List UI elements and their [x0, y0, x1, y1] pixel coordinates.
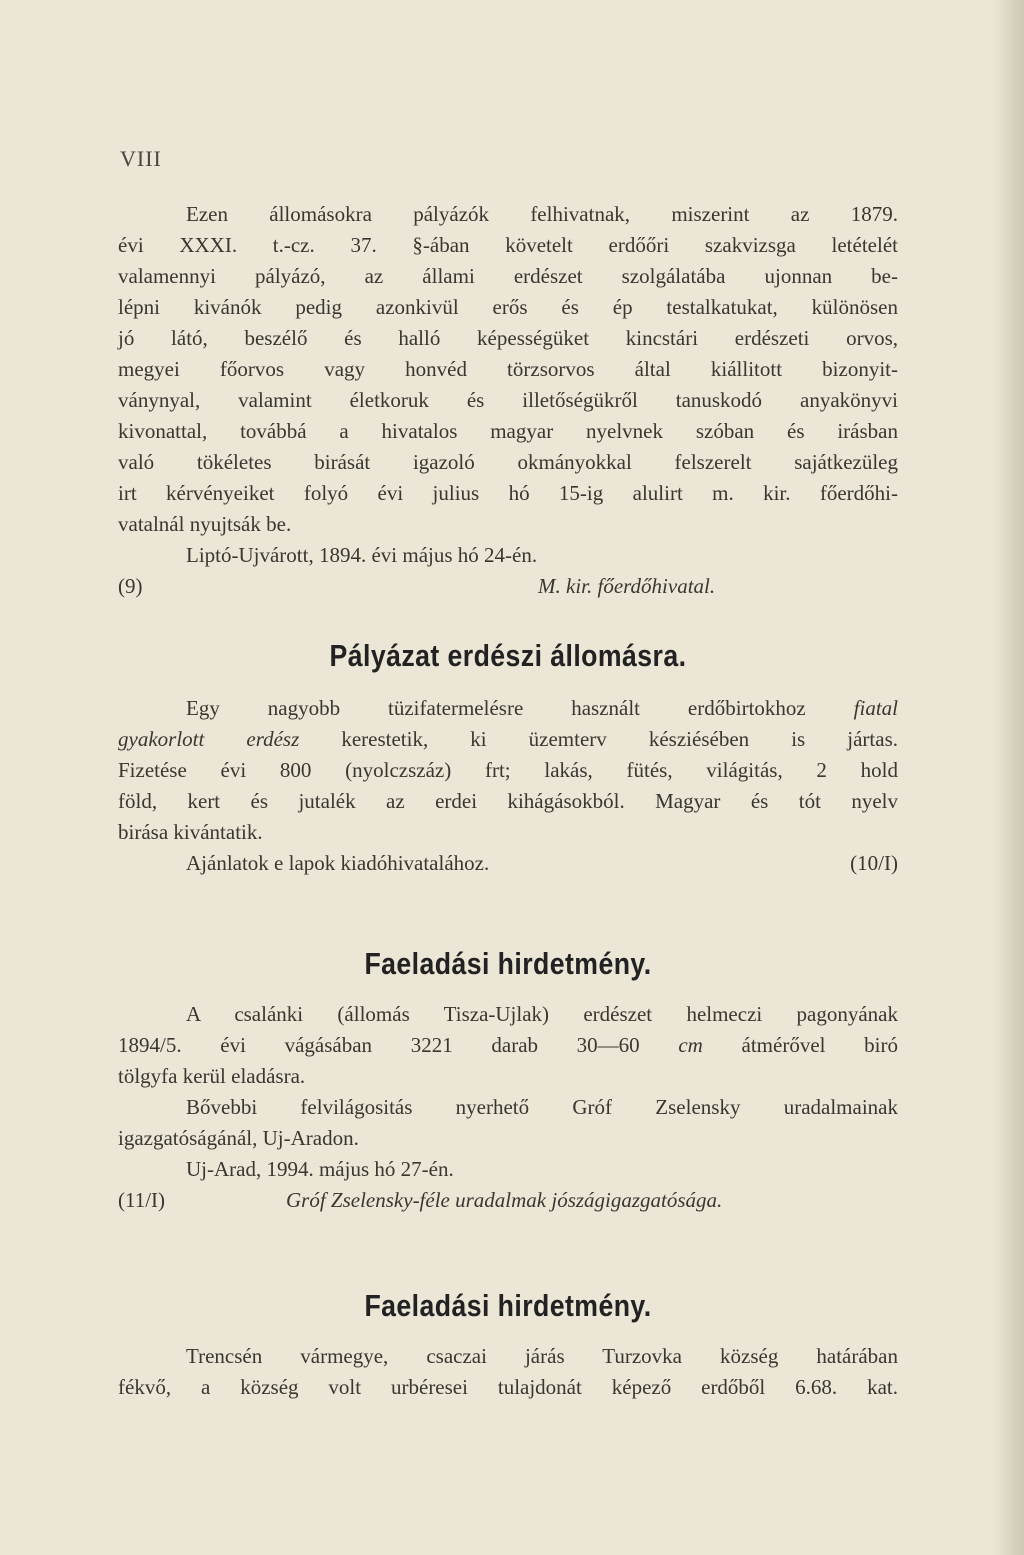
paragraph-line: föld, kert és jutalék az erdei kihágásokból. Magyar és tót nyelv: [118, 789, 898, 813]
signature: Gróf Zselensky-féle uradalmak jószágigazgatósága.: [286, 1188, 723, 1212]
reference-number: (11/I): [118, 1188, 166, 1212]
paragraph-line: tölgyfa kerül eladásra.: [118, 1064, 306, 1088]
offers-text: Ajánlatok e lapok kiadóhivatalához.: [186, 851, 490, 875]
paragraph-line: ványnyal, valamint életkoruk és illetőségükről tanuskodó anyakönyvi: [118, 388, 898, 412]
paragraph-line: kivonattal, továbbá a hivatalos magyar nyelvnek szóban és irásban: [118, 419, 898, 443]
paragraph-line: évi XXXI. t.-cz. 37. §-ában követelt erdőőri szakvizsga letételét: [118, 233, 898, 257]
signature: M. kir. főerdőhivatal.: [538, 574, 716, 598]
paragraph-line: gyakorlott erdész kerestetik, ki üzemterv késziésében is jártas.: [118, 727, 898, 751]
signature-row: [118, 1186, 898, 1214]
reference-number: (10/I): [850, 851, 898, 875]
signature-row: [118, 572, 898, 600]
section-heading: Pályázat erdészi állomásra.: [329, 638, 687, 673]
section-heading: Faeladási hirdetmény.: [364, 1288, 652, 1323]
paragraph-line: megyei főorvos vagy honvéd törzsorvos által kiállitott bizonyit-: [118, 357, 898, 381]
paragraph-line: lépni kivánók pedig azonkivül erős és ép testalkatukat, különösen: [118, 295, 898, 319]
section-heading: Faeladási hirdetmény.: [364, 946, 652, 981]
paragraph-line: fékvő, a község volt urbéresei tulajdonát képező erdőből 6.68. kat.: [118, 1375, 898, 1399]
offers-row: [186, 849, 898, 877]
place-date: Liptó-Ujvárott, 1894. évi május hó 24-én.: [186, 543, 538, 567]
page-number: VIII: [120, 146, 162, 171]
paragraph-line: Fizetése évi 800 (nyolczszáz) frt; lakás, fütés, világitás, 2 hold: [118, 758, 898, 782]
paragraph-line: Egy nagyobb tüzifatermelésre használt erdőbirtokhoz fiatal: [186, 696, 899, 720]
reference-number: (9): [118, 574, 143, 598]
paragraph-line: való tökéletes birását igazoló okmányokkal felszerelt sajátkezüleg: [118, 450, 898, 474]
paragraph-line: 1894/5. évi vágásában 3221 darab 30—60 cm átmérővel biró: [118, 1033, 898, 1057]
paragraph-line: jó látó, beszélő és halló képességüket kincstári erdészeti orvos,: [118, 326, 898, 350]
paragraph-line: valamennyi pályázó, az állami erdészet szolgálatába ujonnan be-: [118, 264, 898, 288]
place-date: Uj-Arad, 1994. május hó 27-én.: [186, 1157, 454, 1181]
paragraph-line: vatalnál nyujtsák be.: [118, 512, 292, 536]
paragraph-line: Ezen állomásokra pályázók felhivatnak, miszerint az 1879.: [186, 202, 898, 226]
page-edge-shadow: [994, 0, 1024, 1555]
paragraph-line: birása kivántatik.: [118, 820, 263, 844]
paragraph-line: Bővebbi felvilágositás nyerhető Gróf Zselensky uradalmainak: [186, 1095, 898, 1119]
paragraph-line: irt kérvényeiket folyó évi julius hó 15-ig alulirt m. kir. főerdőhi-: [118, 481, 898, 505]
paragraph-line: igazgatóságánál, Uj-Aradon.: [118, 1126, 359, 1150]
paragraph-line: A csalánki (állomás Tisza-Ujlak) erdészet helmeczi pagonyának: [186, 1002, 898, 1026]
paragraph-line: Trencsén vármegye, csaczai járás Turzovka község határában: [186, 1344, 898, 1368]
